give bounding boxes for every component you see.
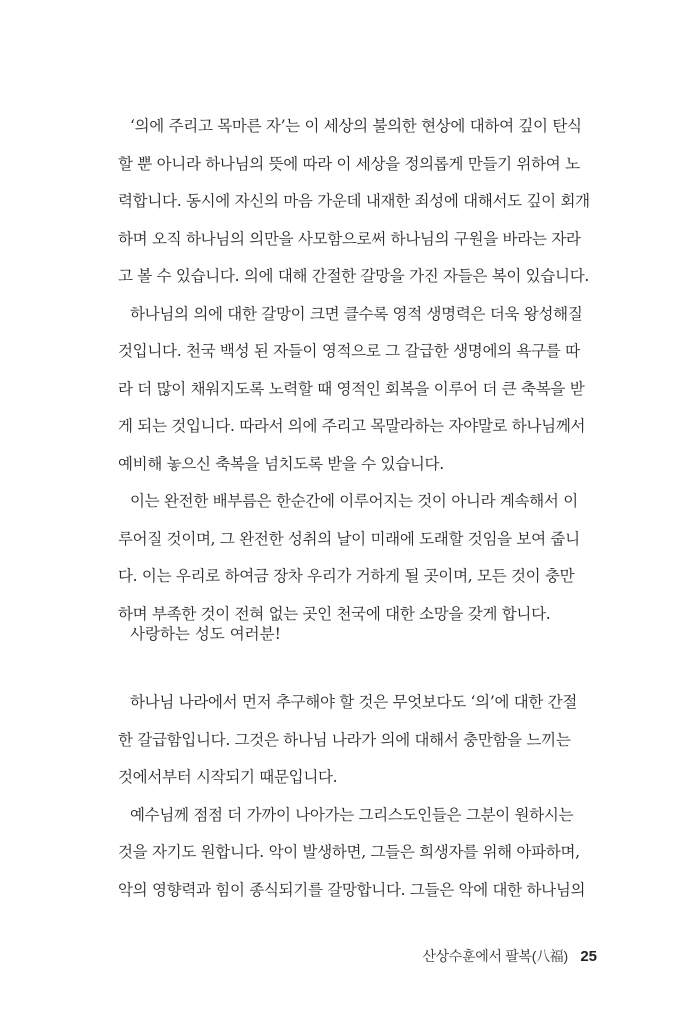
paragraph-5-line-1: 예수님께 점점 더 가까이 나아가는 그리스도인들은 그분이 원하시는	[130, 805, 574, 824]
body-text-top	[118, 108, 596, 633]
paragraph-4-line-2: 한 갈급함입니다. 그것은 하나님 나라가 의에 대해서 충만함을 느끼는	[118, 730, 571, 749]
paragraph-2-line-5: 예비해 놓으신 축복을 넘치도록 받을 수 있습니다.	[118, 454, 444, 473]
paragraph-1-line-1: ‘의에 주리고 목마른 자’는 이 세상의 불의한 현상에 대하여 깊이 탄식	[130, 117, 582, 135]
paragraph-3-line-4: 하며 부족한 것이 전혀 없는 곳인 천국에 대한 소망을 갖게 합니다.	[118, 604, 551, 623]
paragraph-5-line-3: 악의 영향력과 힘이 종식되기를 갈망합니다. 그들은 악에 대한 하나님의	[118, 880, 586, 899]
paragraph-2-line-4: 게 되는 것입니다. 따라서 의에 주리고 목말라하는 자야말로 하나님께서	[118, 417, 586, 435]
paragraph-1-line-4: 하며 오직 하나님의 의만을 사모함으로써 하나님의 구원을 바라는 자라	[118, 229, 581, 248]
paragraph-1-line-2: 할 뿐 아니라 하나님의 뜻에 따라 이 세상을 정의롭게 만들기 위하여 노	[118, 154, 580, 173]
paragraph-4-line-1: 하나님 나라에서 먼저 추구해야 할 것은 무엇보다도 ‘의’에 대한 간절	[130, 693, 578, 711]
page-number: 25	[580, 948, 597, 965]
paragraph-2-line-3: 라 더 많이 채워지도록 노력할 때 영적인 회복을 이루어 더 큰 축복을 받	[118, 379, 585, 398]
paragraph-3-line-3: 다. 이는 우리로 하여금 장차 우리가 거하게 될 곳이며, 모든 것이 충만	[118, 567, 575, 585]
paragraph-1-line-5: 고 볼 수 있습니다. 의에 대해 간절한 갈망을 가진 자들은 복이 있습니다.	[118, 267, 589, 285]
paragraph-4-line-3: 것에서부터 시작되기 때문입니다.	[118, 768, 338, 786]
paragraph-3-line-2: 루어질 것이며, 그 완전한 성취의 날이 미래에 도래할 것임을 보여 줍니	[118, 529, 580, 548]
paragraph-2-line-1: 하나님의 의에 대한 갈망이 크면 클수록 영적 생명력은 더욱 왕성해질	[130, 304, 583, 323]
running-title: 산상수훈에서 팔복(八福)	[422, 948, 568, 964]
body-text-bottom	[118, 684, 596, 909]
paragraph-1-line-3: 력합니다. 동시에 자신의 마음 가운데 내재한 죄성에 대해서도 깊이 회개	[118, 192, 590, 210]
paragraph-5-line-2: 것을 자기도 원합니다. 악이 발생하면, 그들은 희생자를 위해 아파하며,	[118, 843, 580, 861]
greeting-line: 사랑하는 성도 여러분!	[130, 625, 281, 643]
paragraph-3-line-1: 이는 완전한 배부름은 한순간에 이루어지는 것이 아니라 계속해서 이	[130, 492, 578, 510]
paragraph-2-line-2: 것입니다. 천국 백성 된 자들이 영적으로 그 갈급한 생명에의 욕구를 따	[118, 342, 580, 360]
page-footer	[422, 944, 597, 968]
